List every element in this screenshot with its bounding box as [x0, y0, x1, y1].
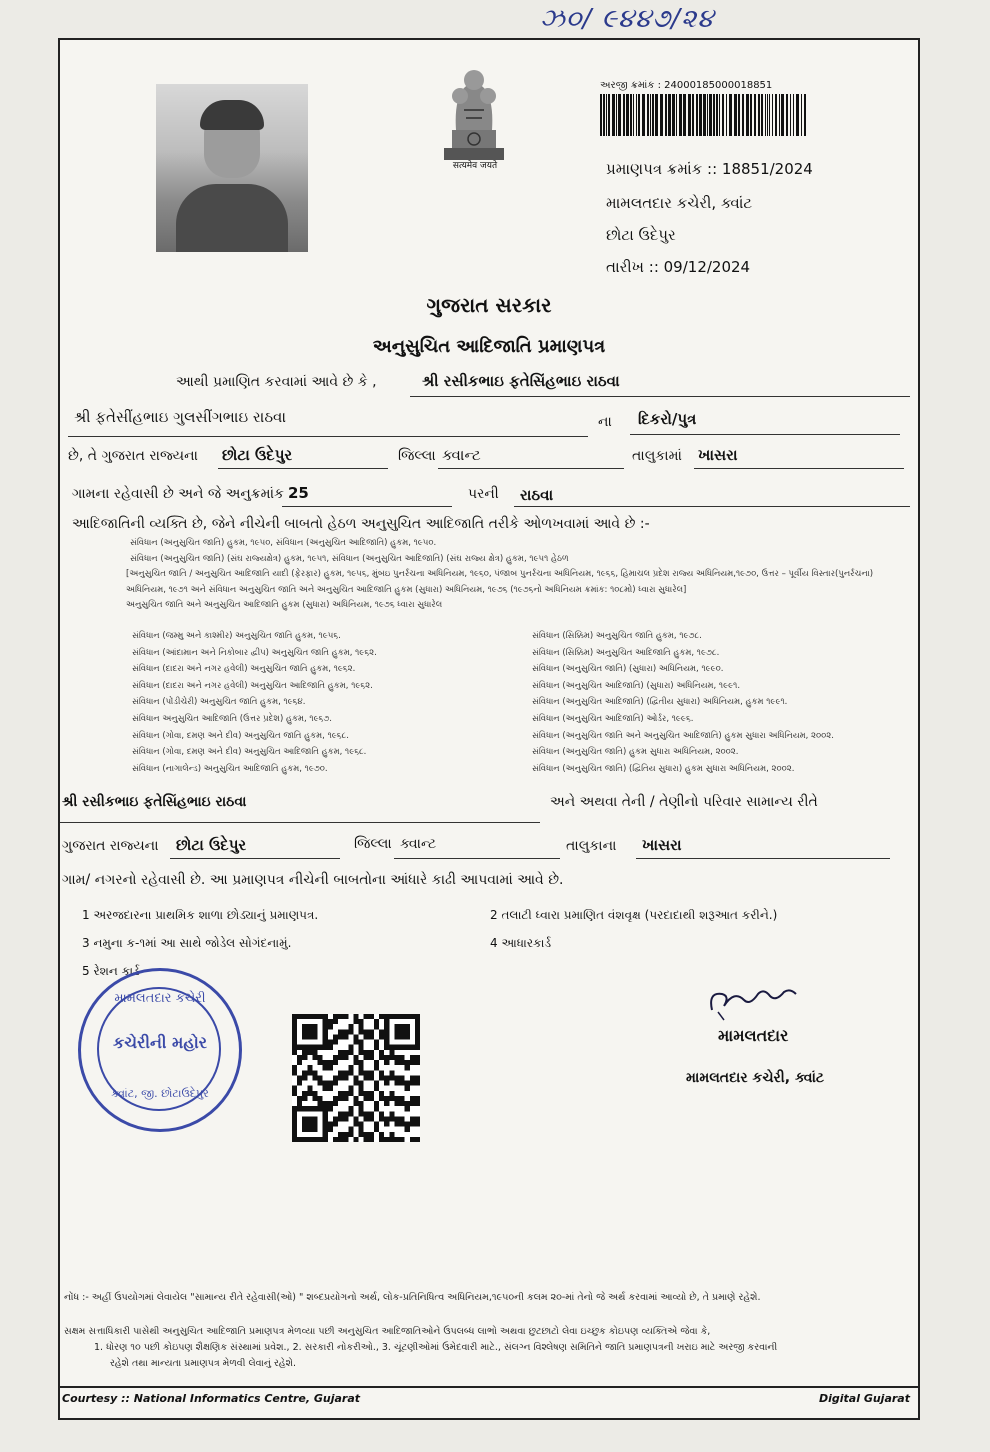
- district-value: છોટા ઉદેપુર: [222, 446, 293, 464]
- relation: દિકરો/પુત્ર: [638, 410, 697, 428]
- tribe-name: રાઠવા: [520, 486, 554, 504]
- certificate-number: પ્રમાણપત્ર ક્રમાંક :: 18851/2024: [606, 160, 813, 178]
- order-left-item: સંવિધાન (નાગાલેન્ડ) અનુસુચિત આદિજાતિ હુકમ, ૧૯૭૦.: [132, 763, 328, 774]
- na-label: ના: [598, 414, 612, 430]
- residence-name: શ્રી રસીકભાઇ ફતેસિંહભાઇ રાઠવા: [62, 794, 247, 810]
- order-right-item: સંવિધાન (અનુસુચિત આદિજાતિ) (દ્વિતીય સુધારા) અધિનિયમ, હુકમ ૧૯૯૧.: [532, 697, 788, 708]
- order-left-item: સંવિધાન (ગોવા, દમણ અને દીવ) અનુસુચિત જાતિ હુકમ, ૧૯૬૮.: [132, 730, 349, 741]
- order-right-item: સંવિધાન (અનુસુચિત જાતિ) હુકમ સુધારા અધિનિયમ, ૨૦૦૨.: [532, 747, 739, 758]
- order-right-item: સંવિધાન (અનુસુચિત આદિજાતિ) (સુધારા) અધિનિયમ, ૧૯૯૧.: [532, 680, 741, 691]
- order-right-item: સંવિધાન (અનુસુચિત આદિજાતિ) ઓર્ડર, ૧૯૯૬.: [532, 713, 694, 724]
- order-left-item: સંવિધાન (આંદામાન અને નિકોબાર દ્વીપ) અનુસુચિત જાતિ હુકમ, ૧૯૬૨.: [132, 647, 377, 658]
- note-text: 1. ધોરણ ૧૦ પછી કોઇપણ શૈક્ષણિક સંસ્થામાં પ્રવેશ., 2. સરકારી નોકરીઓ., 3. ચૂંટણીઓમાં ઉમેદવારી માટે., સંલગ્ન વિશ્લેષણ સમિતિને જાતિ પ્રમાણપત્રની ખરાઇ માટે અરજી કરવાની: [94, 1342, 778, 1353]
- state-label: છે, તે ગુજરાત રાજ્યના: [68, 448, 198, 464]
- taluka-value: ક્વાન્ટ: [442, 446, 481, 464]
- applicant-photo: [156, 84, 308, 252]
- residence-district: છોટા ઉદેપુર: [176, 836, 247, 854]
- applicant-name: શ્રી રસીકભાઇ ફતેસિંહભાઇ રાઠવા: [422, 372, 620, 390]
- serial-number: 25: [288, 484, 309, 502]
- note-text: રહેશે તથા માન્યતા પ્રમાણપત્ર મેળવી લેવાનું રહેશે.: [110, 1358, 296, 1369]
- residence-taluka-label: તાલુકાના: [566, 838, 617, 854]
- father-name: શ્રી ફતેસીંહભાઇ ગુલસીંગભાઇ રાઠવા: [74, 408, 287, 426]
- certificate-subtitle: અનુસુચિત આદિજાતિ પ્રમાણપત્ર: [372, 336, 606, 357]
- document-item: 5 રેશન કાર્ડ: [82, 964, 140, 978]
- order-right-item: સંવિધાન (સિક્કિમ) અનુસુચિત આદિજાતિ હુકમ, ૧૯૭૮.: [532, 647, 720, 658]
- village-label: ગામના રહેવાસી છે અને જે અનુક્રમાંક: [72, 486, 284, 502]
- district-label: જિલ્લા: [398, 448, 436, 464]
- certificate-page: [58, 38, 920, 1420]
- issue-date: તારીખ :: 09/12/2024: [606, 258, 751, 276]
- tribe-statement: આદિજાતિની વ્યક્તિ છે, જેને નીચેની બાબતો હેઠળ અનુસુચિત આદિજાતિ તરીકે ઓળખવામાં આવે છે :-: [72, 516, 650, 532]
- stamp-bottom-text: ક્વાંટ, જી. છોટાઉદેપુર: [111, 1087, 209, 1100]
- parni-label: પરની: [468, 486, 499, 502]
- residence-state-label: ગુજરાત રાજ્યના: [62, 838, 159, 854]
- order-line: સંવિધાન (અનુસુચિત જાતિ) હુકમ, ૧૯૫૦, સંવિધાન (અનુસુચિત આદિજાતિ) હુકમ, ૧૯૫૦.: [130, 538, 437, 548]
- village-value: ખાસરા: [698, 446, 738, 464]
- order-left-item: સંવિધાન (પોંડીચેરી) અનુસુચિત જાતિ હુકમ, ૧૯૬૪.: [132, 697, 306, 708]
- footer-courtesy: Courtesy :: National Informatics Centre, Gujarat: [62, 1392, 361, 1405]
- document-item: 1 અરજદારના પ્રાથમિક શાળા છોડ્યાનું પ્રમાણપત્ર.: [82, 908, 319, 922]
- issuing-district: છોટા ઉદેપુર: [606, 226, 676, 244]
- issuing-office: મામલતદાર કચેરી, ક્વાંટ: [606, 194, 753, 212]
- order-right-item: સંવિધાન (અનુસુચિત જાતિ અને અનુસુચિત આદિજાતિ) હુકમ સુધારા અધિનિયમ, ૨૦૦૨.: [532, 730, 834, 741]
- barcode-icon: [600, 94, 808, 136]
- order-left-item: સંવિધાન (જમ્મુ અને કાશ્મીર) અનુસુચિત જાતિ હુકમ, ૧૯૫૬.: [132, 631, 341, 641]
- order-right-item: સંવિધાન (અનુસુચિત જાતિ) (દ્વિતિય સુધારા) હુકમ સુધારા અધિનિયમ, ૨૦૦૨.: [532, 763, 795, 774]
- emblem-caption: सत्यमेव जयते: [452, 161, 498, 171]
- residence-district-label: જિલ્લા: [354, 836, 392, 852]
- qr-code-icon: [292, 1014, 420, 1142]
- note-text: સક્ષમ સત્તાધિકારી પાસેથી અનુસુચિત આદિજાતિ પ્રમાણપત્ર મેળવ્યા પછી અનુસુચિત આદિજાતિઓને ઉપલબ્ધ લાભો અથવા છુટછાટો લેવા ઇચ્છુક કોઇપણ વ્યક્તિએ જેવા કે,: [64, 1326, 711, 1337]
- officer-signature-icon: [704, 982, 804, 1022]
- family-text: અને અથવા તેની / તેણીનો પરિવાર સામાન્ય રીતે: [550, 794, 818, 810]
- order-left-item: સંવિધાન (દાદરા અને નગર હવેલી) અનુસુચિત આદિજાતિ હુકમ, ૧૯૬૨.: [132, 680, 373, 691]
- signatory-title: મામલતદાર: [718, 1026, 789, 1045]
- handwritten-reference: ઝ૦/ ૯૪૪૭/૨૪: [540, 4, 715, 34]
- page-title: ગુજરાત સરકાર: [426, 293, 552, 317]
- order-line: [અનુસુચિત જાતિ / અનુસુચિત આદિજાતિ યાદી (ફેરફાર) હુકમ, ૧૯૫૬, મુંબઇ પુનર્રચના અધિનિયમ, ૧૯૬૦, પંજાબ પુનર્રચના અધિનિયમ, ૧૯૬૬, હિમાચલ પ્રદેશ રાજ્ય અધિનિયમ,૧૯૭૦, ઉત્તર – પૂર્વીય વિસ્તાર(પુનર્રચના): [126, 569, 874, 579]
- document-item: 2 તલાટી ધ્વારા પ્રમાણિત વંશવૃક્ષ (પરદાદાથી શરૂઆત કરીને.): [490, 908, 778, 922]
- application-number: અરજી ક્રમાંક : 24000185000018851: [600, 80, 773, 91]
- document-item: 3 નમુના ક-૧માં આ સાથે જોડેલ સોગંદનામું.: [82, 936, 292, 950]
- basis-text: ગામ/ નગરનો રહેવાસી છે. આ પ્રમાણપત્ર નીચેની બાબતોના આંધારે કાઢી આપવામાં આવે છે.: [62, 872, 564, 888]
- note-text: નોંધ :- અહીં ઉપયોગમાં લેવાયેલ "સામાન્ય રીતે રહેવાસી(ઓ) " શબ્દપ્રયોગનો અર્થ, લોક-પ્રતિનિધિત્વ અધિનિયમ,૧૯૫૦ની કલમ ૨૦-માં તેનો જે અર્થ કરવામાં આવ્યો છે, તે પ્રમાણે રહેશે.: [64, 1292, 761, 1303]
- residence-village: ખાસરા: [642, 836, 682, 854]
- document-item: 4 આધારકાર્ડ: [490, 936, 552, 950]
- order-right-item: સંવિધાન (અનુસુચિત જાતિ) (સુધારા) અધિનિયમ, ૧૯૯૦.: [532, 664, 724, 675]
- signatory-office: મામલતદાર કચેરી, ક્વાંટ: [686, 1070, 825, 1086]
- order-right-item: સંવિધાન (સિક્કિમ) અનુસુચિત જાતિ હુકમ, ૧૯૭૮.: [532, 631, 702, 641]
- stamp-top-text: મામલતદાર કચેરી: [114, 991, 206, 1006]
- order-left-item: સંવિધાન અનુસુચિત આદિજાતિ (ઉત્તર પ્રદેશ) હુકમ, ૧૯૬૭.: [132, 713, 333, 724]
- order-left-item: સંવિધાન (દાદરા અને નગર હવેલી) અનુસુચિત જાતિ હુકમ, ૧૯૬૨.: [132, 664, 356, 675]
- order-left-item: સંવિધાન (ગોવા, દમણ અને દીવ) અનુસુચિત આદિજાતિ હુકમ, ૧૯૬૮.: [132, 747, 367, 758]
- order-line: સંવિધાન (અનુસુચિત જાતિ) (સંઘ રાજ્યક્ષેત્ર) હુકમ, ૧૯૫૧, સંવિધાન (અનુસુચિત આદિજાતિ) (સંઘ રાજ્ય ક્ષેત્ર) હુકમ, ૧૯૫૧ હેઠળ: [130, 553, 569, 564]
- order-line: અધિનિયમ, ૧૯૭૧ અને સંવિધાન અનુસુચિત જાતિ અને અનુસુચિત આદિજાતિ હુકમ (સુધારા) અધિનિયમ, ૧૯૭૬ (૧૯૭૬નો અધિનિયમ ક્રમાંક: ૧૦૮મો) ધ્વારા સુધારેલ]: [126, 584, 687, 595]
- intro-text: આથી પ્રમાણિત કરવામાં આવે છે કે ,: [176, 374, 377, 390]
- office-seal-stamp: [78, 968, 242, 1132]
- stamp-center-text: કચેરીની મહોર: [113, 1033, 207, 1052]
- residence-taluka: ક્વાન્ટ: [400, 836, 437, 852]
- taluka-label: તાલુકામાં: [632, 448, 682, 464]
- order-line: અનુસુચિત જાતિ અને અનુસુચિત આદિજાતિ હુકમ (સુધારા) અધિનિયમ, ૧૯૭૬ ધ્વારા સુધારેલ: [126, 600, 443, 610]
- national-emblem-icon: [434, 60, 514, 170]
- footer-brand: Digital Gujarat: [819, 1392, 910, 1405]
